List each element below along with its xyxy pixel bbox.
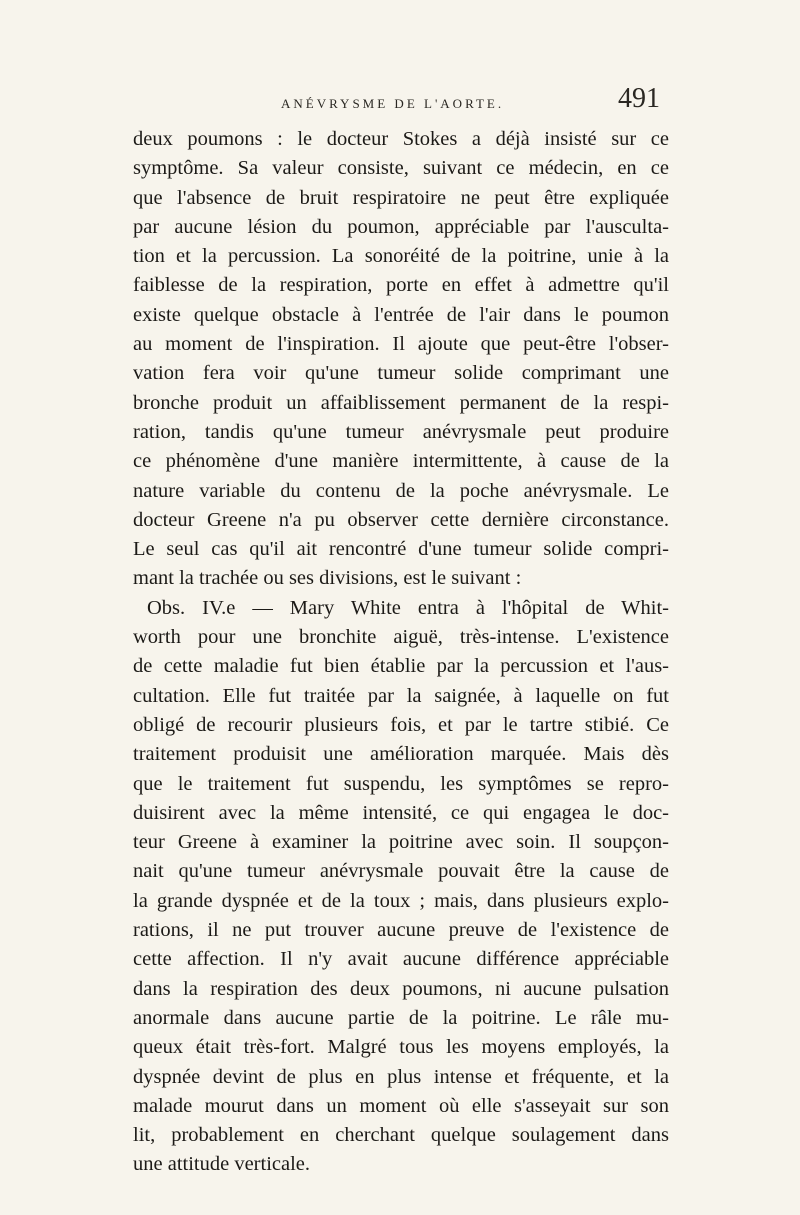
text-line: nait qu'une tumeur anévrysmale pouvait être la cause de xyxy=(133,860,669,883)
body-text xyxy=(133,125,669,1180)
text-line: existe quelque obstacle à l'entrée de l'air dans le poumon xyxy=(133,303,669,326)
text-line: duisirent avec la même intensité, ce qui engagea le doc- xyxy=(133,801,669,824)
text-line: malade mourut dans un moment où elle s'asseyait sur son xyxy=(133,1094,669,1117)
text-line: vation fera voir qu'une tumeur solide comprimant une xyxy=(133,362,669,385)
running-title: ANÉVRYSME DE L'AORTE. xyxy=(281,96,505,111)
text-line: tion et la percussion. La sonoréité de la poitrine, unie à la xyxy=(133,245,669,268)
text-line: symptôme. Sa valeur consiste, suivant ce médecin, en ce xyxy=(133,157,669,180)
text-line: cette affection. Il n'y avait aucune différence appréciable xyxy=(133,948,669,971)
text-line: Le seul cas qu'il ait rencontré d'une tumeur solide compri- xyxy=(133,538,669,561)
text-line: rations, il ne put trouver aucune preuve de l'existence de xyxy=(133,919,669,942)
text-line: dans la respiration des deux poumons, ni aucune pulsation xyxy=(133,977,669,1000)
text-line: faiblesse de la respiration, porte en effet à admettre qu'il xyxy=(133,274,669,297)
text-line: worth pour une bronchite aiguë, très-intense. L'existence xyxy=(133,626,669,649)
text-line: deux poumons : le docteur Stokes a déjà insisté sur ce xyxy=(133,128,669,150)
text-line: une attitude verticale. xyxy=(133,1153,311,1176)
text-line: traitement produisit une amélioration marquée. Mais dès xyxy=(133,743,669,766)
text-line: par aucune lésion du poumon, appréciable par l'ausculta- xyxy=(133,215,669,238)
text-line: ration, tandis qu'une tumeur anévrysmale peut produire xyxy=(133,420,669,443)
text-line: lit, probablement en cherchant quelque soulagement dans xyxy=(133,1124,669,1147)
text-line: que l'absence de bruit respiratoire ne peut être expliquée xyxy=(133,186,669,209)
text-line: la grande dyspnée et de la toux ; mais, dans plusieurs explo- xyxy=(133,889,669,912)
text-line: au moment de l'inspiration. Il ajoute que peut-être l'obser- xyxy=(133,333,669,356)
text-line: anormale dans aucune partie de la poitrine. Le râle mu- xyxy=(133,1006,669,1029)
text-line: dyspnée devint de plus en plus intense et fréquente, et la xyxy=(133,1065,669,1088)
text-line: cultation. Elle fut traitée par la saignée, à laquelle on fut xyxy=(133,684,669,707)
text-line: docteur Greene n'a pu observer cette dernière circonstance. xyxy=(133,508,669,531)
text-line: obligé de recourir plusieurs fois, et par le tartre stibié. Ce xyxy=(133,713,669,736)
text-line: ce phénomène d'une manière intermittente, à cause de la xyxy=(133,450,669,473)
text-line: bronche produit un affaiblissement permanent de la respi- xyxy=(133,391,669,414)
page-number: 491 xyxy=(618,83,660,114)
text-line: queux était très-fort. Malgré tous les moyens employés, la xyxy=(133,1036,669,1059)
observation-heading-line: Obs. IV.e — Mary White entra à l'hôpital de Whit- xyxy=(147,596,669,619)
text-line: nature variable du contenu de la poche anévrysmale. Le xyxy=(133,479,669,502)
text-line: que le traitement fut suspendu, les symptômes se repro- xyxy=(133,772,669,795)
text-line: de cette maladie fut bien établie par la percussion et l'aus- xyxy=(133,655,669,678)
text-line: teur Greene à examiner la poitrine avec soin. Il soupçon- xyxy=(133,831,669,854)
text-line: mant la trachée ou ses divisions, est le suivant : xyxy=(133,567,522,590)
